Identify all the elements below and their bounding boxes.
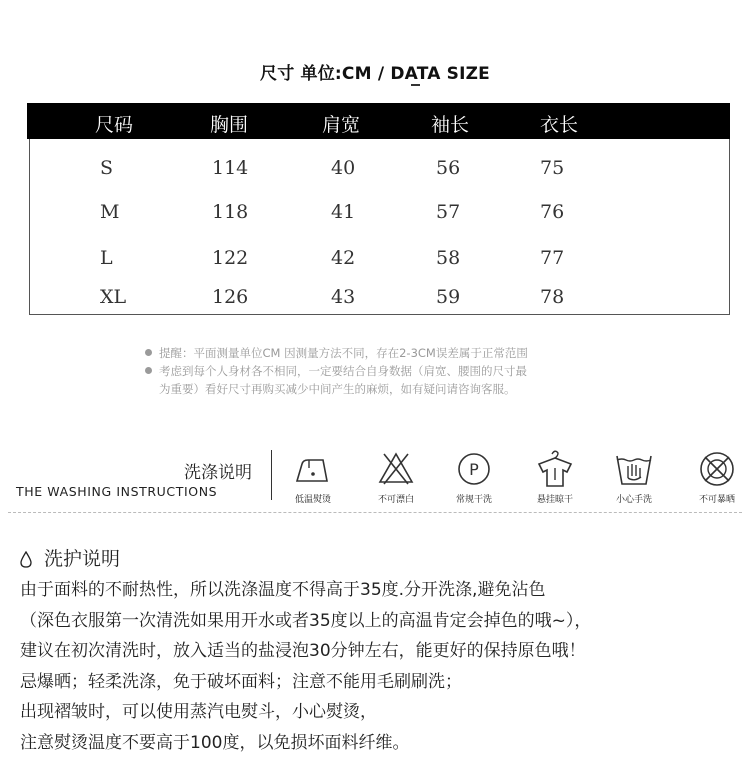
cell-size: L: [100, 247, 113, 269]
wash-label: 常规干洗: [455, 495, 492, 505]
cell-shoulder: 41: [331, 201, 356, 223]
cell-length: 78: [540, 286, 565, 308]
wash-item: [283, 448, 343, 506]
table-row: [30, 157, 729, 179]
care-section-title: [20, 544, 120, 571]
header-length: 衣长: [540, 114, 579, 136]
cell-length: 77: [540, 247, 565, 269]
size-table-body: [29, 139, 730, 315]
care-line: （深色衣服第一次清洗如果用开水或者35度以上的高温肯定会掉色的哦~），: [20, 610, 592, 631]
cell-size: M: [100, 201, 120, 223]
size-table: [27, 103, 730, 315]
dry-clean-icon: [454, 448, 494, 488]
header-chest: 胸围: [210, 114, 249, 136]
cell-chest: 118: [212, 201, 249, 223]
wash-item: [366, 448, 426, 506]
cell-shoulder: 40: [331, 157, 356, 179]
bullet-icon: [145, 367, 152, 374]
cell-length: 76: [540, 201, 565, 223]
cell-length: 75: [540, 157, 565, 179]
care-line: 建议在初次清洗时，放入适当的盐浸泡30分钟左右，能更好的保持原色哦！: [20, 641, 586, 661]
hand-wash-icon: [614, 448, 654, 488]
wash-label: 悬挂晾干: [536, 495, 573, 505]
cell-size: XL: [100, 286, 127, 308]
note-text: 考虑到每个人身材各不相同，一定要结合自身数据（肩宽、腰围的尺寸最: [159, 364, 527, 378]
header-sleeve: 袖长: [431, 114, 470, 136]
cell-sleeve: 58: [436, 247, 461, 269]
note-text: 为重要）看好尺寸再购买减少中间产生的麻烦，如有疑问请咨询客服。: [159, 382, 516, 396]
water-drop-icon: [20, 551, 32, 568]
note-item: [145, 380, 625, 398]
wash-label: 不可暴晒: [698, 495, 735, 505]
cell-size: S: [100, 157, 114, 179]
wash-label: 不可漂白: [377, 495, 414, 505]
wash-label: 低温熨烫: [294, 495, 331, 505]
table-row: [30, 247, 729, 269]
table-row: [30, 286, 729, 308]
wash-item: [604, 448, 664, 506]
washing-title-en: THE WASHING INSTRUCTIONS: [16, 484, 218, 499]
svg-text:P: P: [469, 460, 479, 479]
washing-instructions: [0, 444, 750, 512]
title-underline: [411, 84, 420, 86]
no-sun-icon: [697, 448, 737, 488]
cell-shoulder: 43: [331, 286, 356, 308]
divider: [8, 512, 742, 513]
wash-item: [687, 448, 747, 506]
cell-shoulder: 42: [331, 247, 356, 269]
wash-item: [525, 448, 585, 506]
note-text: 提醒：平面测量单位CM 因测量方法不同，存在2-3CM误差属于正常范围: [159, 346, 528, 360]
cell-sleeve: 56: [436, 157, 461, 179]
cell-chest: 114: [212, 157, 249, 179]
measurement-notes: [145, 344, 625, 398]
page-title: 尺寸 单位:CM / DATA SIZE: [260, 64, 490, 84]
care-title-text: 洗护说明: [44, 548, 121, 570]
wash-label: 小心手洗: [615, 495, 652, 505]
care-line: 注意熨烫温度不要高于100度，以免损坏面料纤维。: [20, 732, 410, 753]
size-table-header: [27, 103, 730, 139]
care-instructions: [20, 575, 745, 758]
care-line: 由于面料的不耐热性，所以洗涤温度不得高于35度.分开洗涤,避免沾色: [20, 580, 546, 600]
cell-chest: 126: [212, 286, 249, 308]
care-line: 出现褶皱时，可以使用蒸汽电熨斗，小心熨烫，: [20, 702, 377, 722]
washing-title-cn: 洗涤说明: [184, 463, 252, 483]
header-size: 尺码: [95, 114, 134, 136]
cell-chest: 122: [212, 247, 249, 269]
table-row: [30, 201, 729, 223]
no-bleach-icon: [376, 448, 416, 488]
wash-item: [444, 448, 504, 506]
bullet-icon: [145, 349, 152, 356]
cell-sleeve: 57: [436, 201, 461, 223]
care-line: 忌爆晒；轻柔洗涤，免于破坏面料；注意不能用毛刷刷洗；: [20, 671, 462, 692]
cell-sleeve: 59: [436, 286, 461, 308]
note-item: [145, 344, 625, 362]
note-item: [145, 362, 625, 380]
divider: [271, 450, 272, 500]
header-shoulder: 肩宽: [322, 114, 361, 136]
iron-low-temp-icon: [293, 448, 333, 488]
hang-dry-icon: [535, 448, 575, 488]
